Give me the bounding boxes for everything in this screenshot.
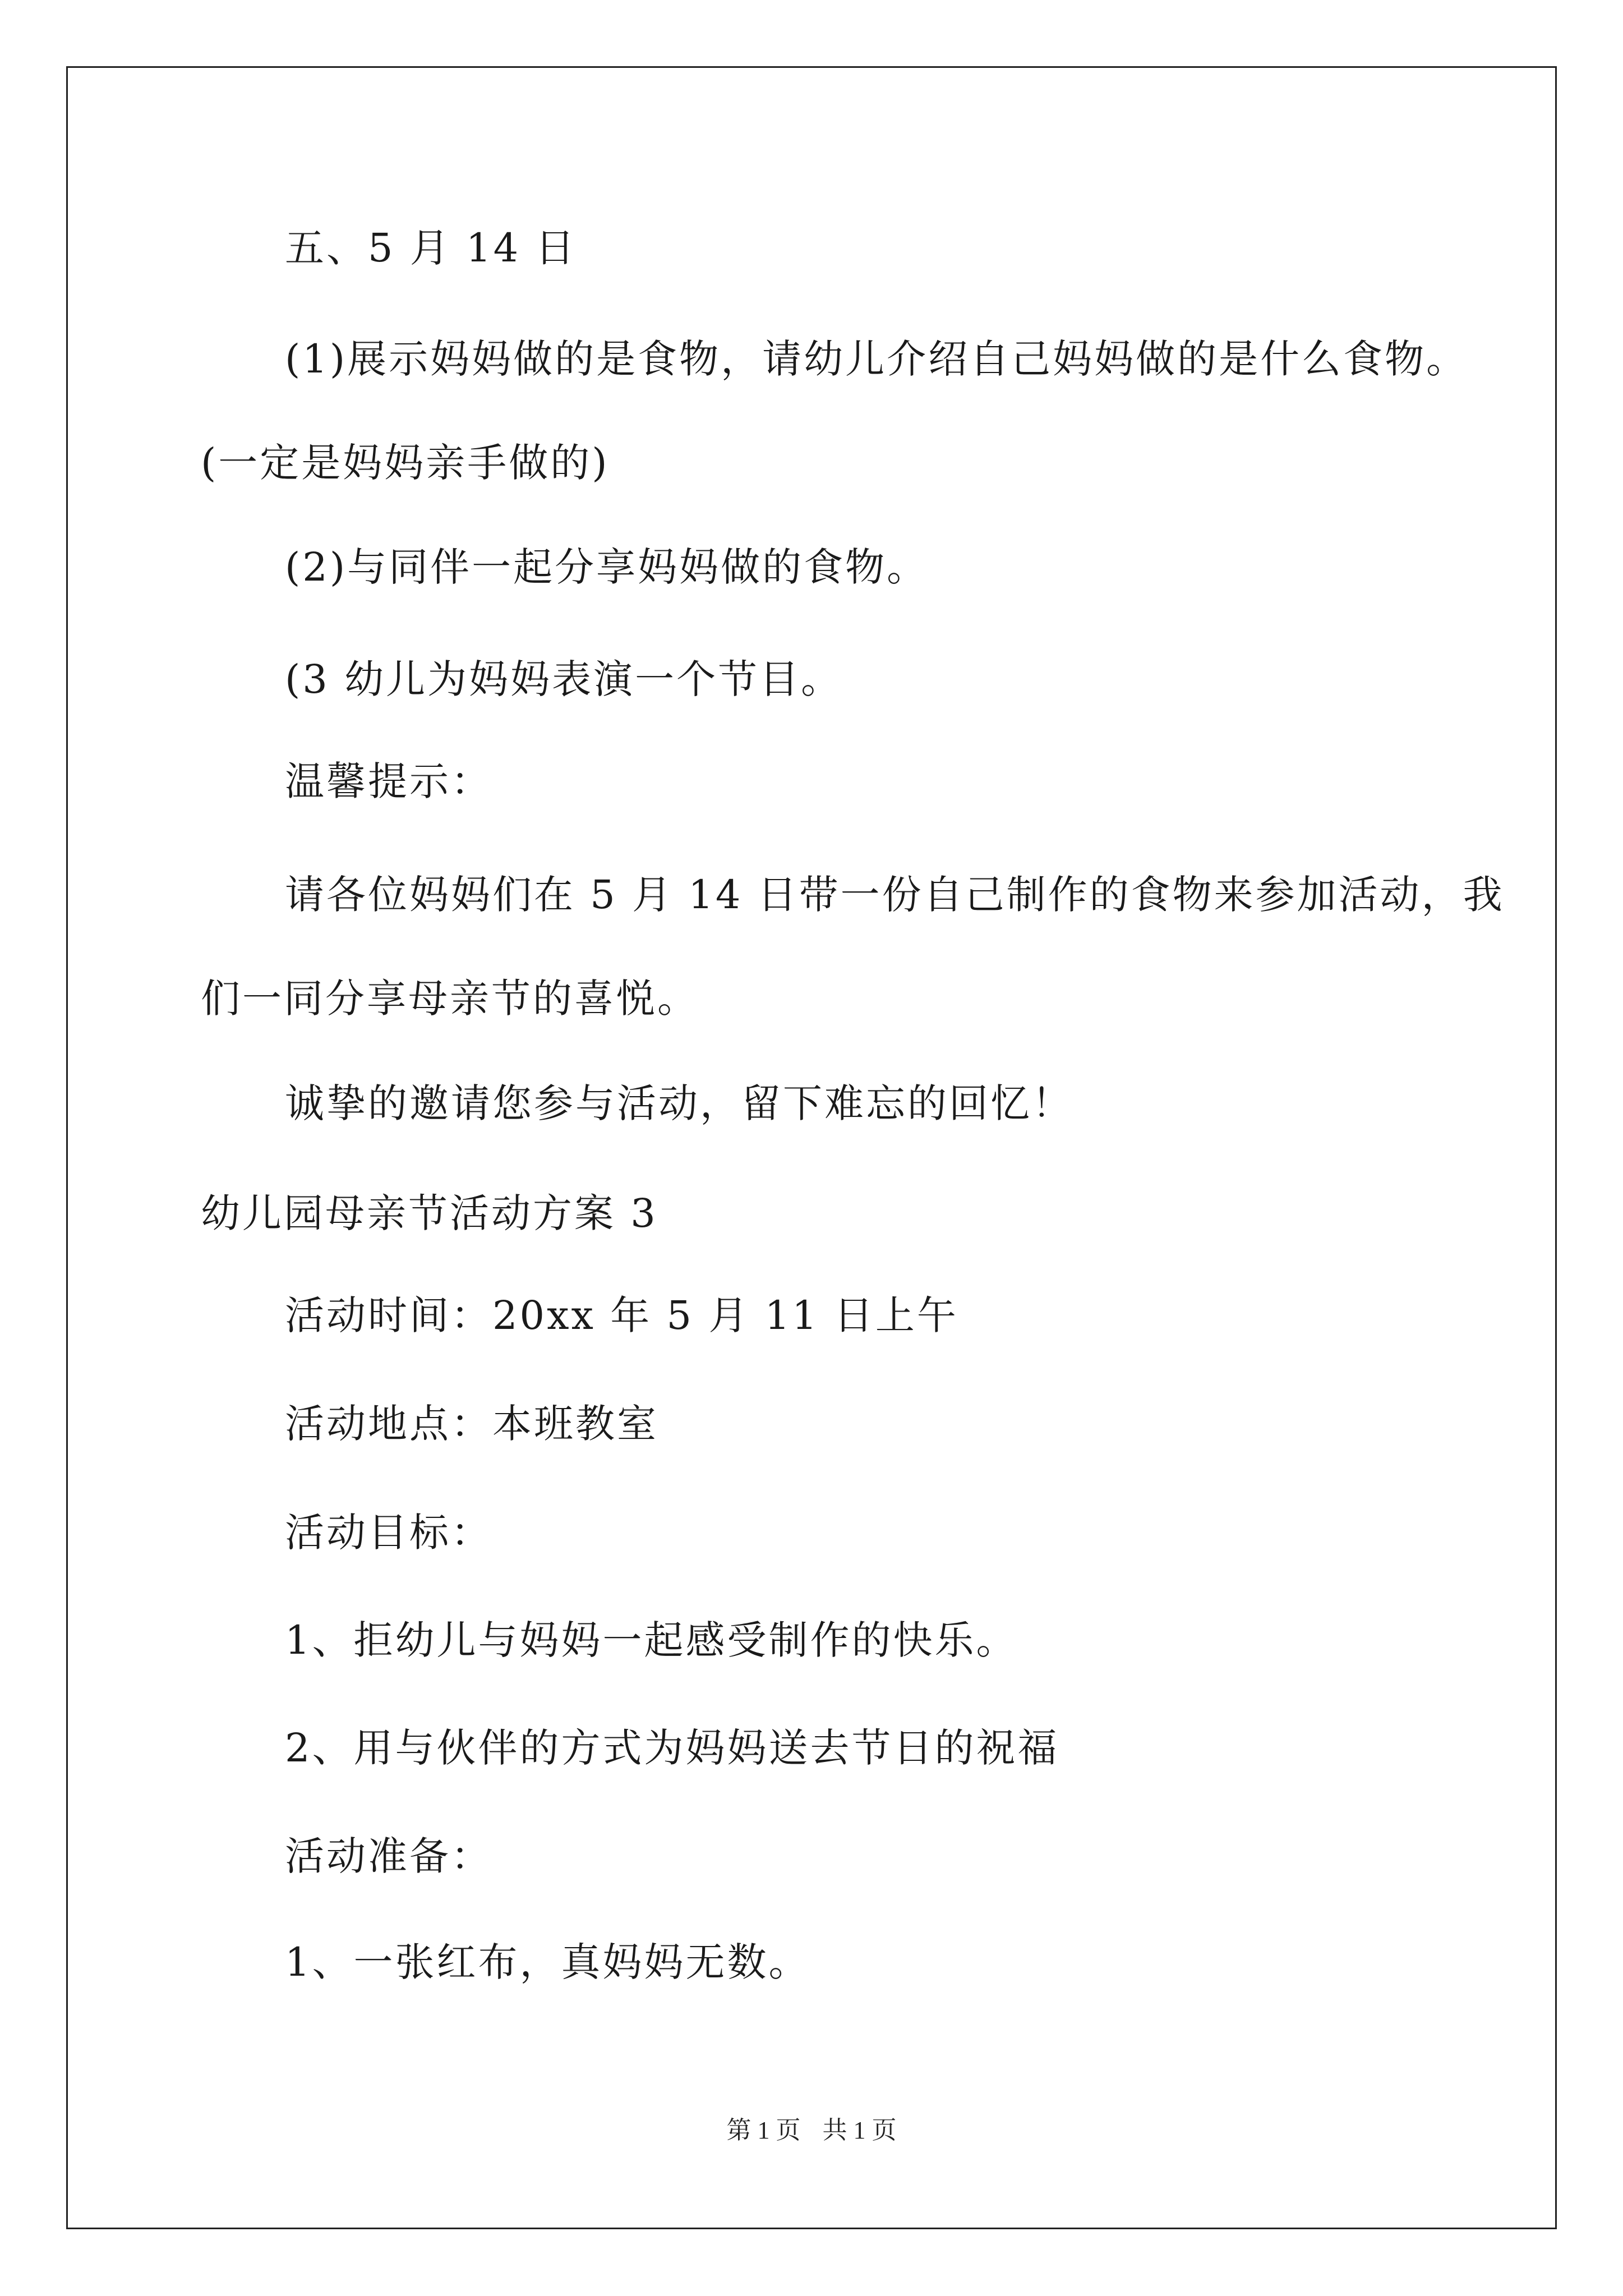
page-total: 共 1 页 [822,2116,897,2144]
page-number: 第 1 页 [726,2116,801,2144]
activity-location: 活动地点：本班教室 [285,1401,658,1447]
activity-time: 活动时间：20xx 年 5 月 11 日上午 [285,1292,958,1338]
plan-3-title: 幼儿园母亲节活动方案 3 [201,1190,658,1236]
page-footer [0,2114,1623,2147]
paragraph-item-3: (3 幼儿为妈妈表演一个节目。 [285,656,843,702]
invitation-paragraph: 诚挚的邀请您参与活动，留下难忘的回忆！ [285,1080,1073,1126]
tips-paragraph-continued: 们一同分享母亲节的喜悦。 [201,976,699,1022]
tips-paragraph: 请各位妈妈们在 5 月 14 日带一份自己制作的食物来参加活动，我 [285,872,1505,918]
activity-goal-2: 2、用与伙伴的方式为妈妈送去节日的祝福 [285,1725,1059,1771]
activity-prep-heading: 活动准备： [285,1833,492,1879]
tips-heading: 温馨提示： [285,758,492,804]
paragraph-item-1-continued: (一定是妈妈亲手做的) [201,440,610,486]
section-heading-may-14: 五、5 月 14 日 [285,225,577,271]
paragraph-item-2: (2)与同伴一起分享妈妈做的食物。 [285,544,929,590]
activity-goals-heading: 活动目标： [285,1510,492,1556]
activity-prep-1: 1、一张红布，真妈妈无数。 [285,1939,810,1985]
activity-goal-1: 1、拒幼儿与妈妈一起感受制作的快乐。 [285,1617,1018,1663]
paragraph-item-1: (1)展示妈妈做的是食物，请幼儿介绍自己妈妈做的是什么食物。 [285,336,1468,382]
page-frame [66,66,1557,2229]
